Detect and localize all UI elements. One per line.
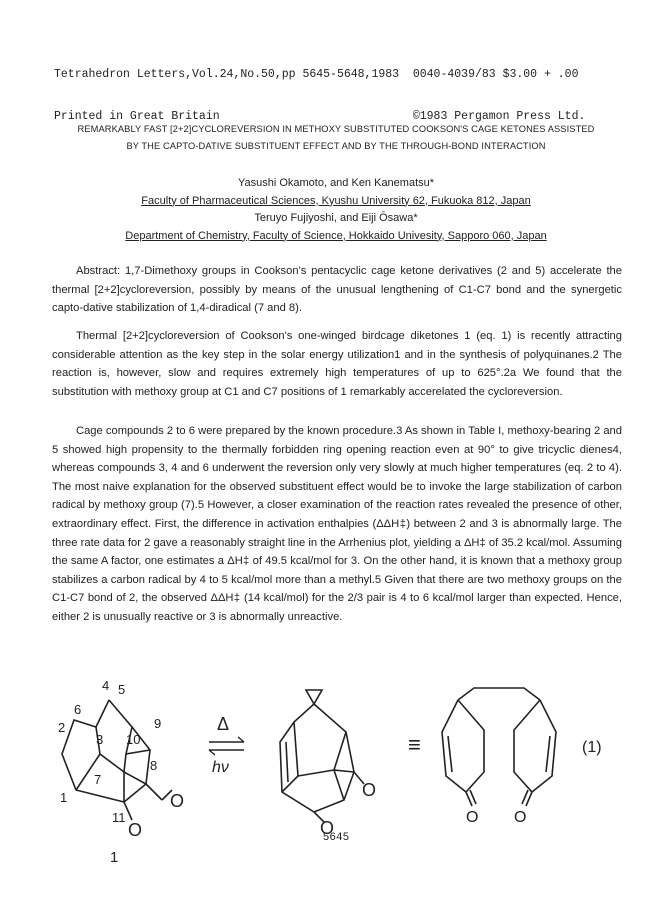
compound-number: 1 [110,849,119,866]
scheme-label: 3 [96,732,104,747]
equation-number: (1) [582,739,602,756]
oxygen-label: O [320,818,335,838]
intermediate-structure [280,690,364,822]
paragraph-2-text: Cage compounds 2 to 6 were prepared by the known procedure.3 As shown in Table I, methoxy-bearing 2 and 5 showed high propensity to the thermally forbidden ring opening reaction even at 90° to give tricyclic dienes4, whereas compounds 3, 4 and 6 underwent the reversion only very slowly at much higher temperatures (eq. 2 to 4). The most naive explanation for the observed substituent effect would be to invoke the large stabilization of carbon radical by methoxy group (7).5 However, a closer examination of the reaction rates revealed the presence of other, extraordinary effect. First, the difference in activation enthalpies (ΔΔH‡) between 2 and 3 is abnormally large. The three rate data for 2 gave a reasonably straight line in the Arrhenius plot, yielding a ΔH‡ of 35.2 kcal/mol. Assuming the same A factor, one estimates a ΔH‡ of 49.5 kcal/mol for 3. On the other hand, it is known that a methoxy group stabilizes a carbon radical by 4 to 5 kcal/mol more than a methyl.5 Given that there are two methoxy groups on the C1-C7 bond of 2, the observed ΔΔH‡ (14 kcal/mol) for the 2/3 pair is 4 to 6 kcal/mol larger than expected. Hence, either 2 is unusually reactive or 3 is abnormally unreactive. [52,425,622,623]
equilibrium-arrows [209,737,244,755]
scheme-label: 8 [150,758,158,773]
affiliation-2: Department of Chemistry, Faculty of Science, Hokkaido Univesity, Sapporo 060, Japan [125,229,547,242]
title-line-1: REMARKABLY FAST [2+2]CYCLOREVERSION IN METHOXY SUBSTITUTED COOKSON'S CAGE KETONES ASSISTED [77,124,595,134]
oxygen-label: O [466,809,479,826]
title-line-2: BY THE CAPTO-DATIVE SUBSTITUENT EFFECT AND BY THE THROUGH-BOND INTERACTION [126,141,546,151]
affiliation-1: Faculty of Pharmaceutical Sciences, Kyushu University 62, Fukuoka 812, Japan [141,194,531,207]
scheme-label: 9 [154,716,162,731]
light-label: hν [212,759,229,776]
scheme-label: 4 [102,678,110,693]
article-title [30,121,642,155]
heat-label: Δ [217,714,230,734]
oxygen-label: O [128,820,143,840]
header-line-1: Tetrahedron Letters,Vol.24,No.50,pp 5645-5648,1983 0040-4039/83 $3.00 + .00 [54,68,579,81]
paragraph-1 [52,327,622,401]
paragraph-2 [52,422,622,627]
page-number: 5645 [322,832,350,844]
scheme-label: 5 [118,682,126,697]
scheme-label: 6 [74,702,82,717]
abstract-text: Abstract: 1,7-Dimethoxy groups in Cookson's pentacyclic cage ketone derivatives (2 and 5) accelerate the thermal [2+2]cycloreversion, possibly by means of the unusual lengthening of C1-C7 bond and the synergetic capto-dative stabilization of 1,4-diradical (7 and 8). [52,265,622,315]
abstract [52,262,622,318]
author-block [60,175,612,245]
scheme-label: 2 [58,720,66,735]
authors-2: Teruyo Fujiyoshi, and Eiji Ōsawa* [254,212,418,224]
paragraph-1-text: Thermal [2+2]cycloreversion of Cookson's one-winged birdcage diketones 1 (eq. 1) is recently attracting considerable attention as the key step in the solar energy utilization1 and in the synthesis of polyquinanes.2 The reaction is, however, slow and requires extremely high temperatures of up to 625°.2a We found that the substitution with methoxy group at C1 and C7 positions of 1 remarkably accerelated the cycloreversion. [52,330,622,398]
diene-structure [442,688,556,806]
authors-1: Yasushi Okamoto, and Ken Kanematsu* [237,177,435,189]
equivalence-sign: ≡ [408,732,421,757]
scheme-label: 10 [126,732,141,747]
scheme-label: 11 [112,810,126,825]
scheme-label: 7 [94,772,102,787]
oxygen-label: O [170,791,185,811]
oxygen-label: O [362,780,377,800]
oxygen-label: O [514,809,527,826]
scheme-label: 1 [60,790,68,805]
header-line-2: Printed in Great Britain ©1983 Pergamon Press Ltd. [54,110,586,123]
